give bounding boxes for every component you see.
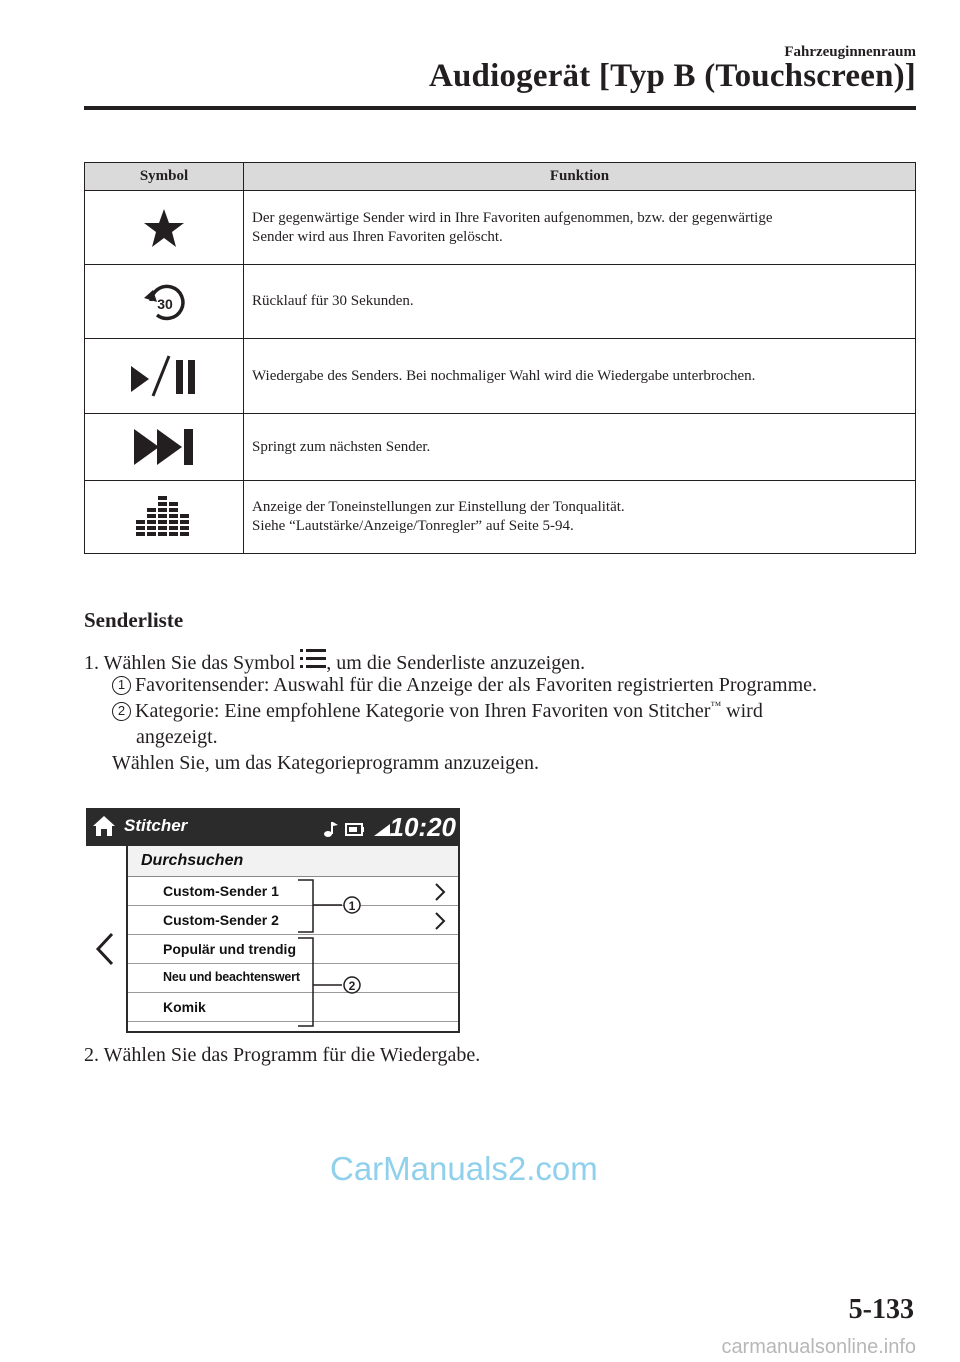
callout-1-number: 1 [348, 899, 356, 913]
symbol-cell [85, 339, 244, 414]
symbol-table [84, 162, 916, 554]
item-1 [112, 674, 817, 697]
section-title: Senderliste [84, 608, 184, 632]
step-1-text-a: 1. Wählen Sie das Symbol [84, 652, 296, 674]
list-item-label: Populär und trendig [163, 941, 296, 957]
header-rule [84, 106, 916, 110]
symbol-cell [85, 191, 244, 265]
list-item-label: Neu und beachtenswert [163, 970, 300, 984]
item-1-text: Favoritensender: Auswahl für die Anzeige der als Favoriten registrierten Programme. [135, 674, 818, 696]
function-cell: Springt zum nächsten Sender. [244, 414, 916, 481]
function-cell: Wiedergabe des Senders. Bei nochmaliger Wahl wird die Wiedergabe unterbrochen. [244, 339, 916, 414]
header-section: Fahrzeuginnenraum [784, 44, 916, 60]
table-row [85, 265, 916, 339]
footer-link[interactable]: carmanualsonline.info [721, 1336, 916, 1358]
star-icon [143, 208, 185, 248]
item-2-text-b: wird [721, 700, 763, 722]
symbol-cell [85, 265, 244, 339]
function-cell: Anzeige der Toneinstellungen zur Einstellung der Tonqualität. Siehe “Lautstärke/Anzeige/Tonregler” auf Seite 5-94. [244, 481, 916, 554]
table-header-row [85, 163, 916, 191]
equalizer-icon [136, 495, 192, 539]
item-2-text-c: angezeigt. [136, 726, 218, 748]
page-number: 5-133 [848, 1294, 914, 1325]
callout-2-number: 2 [348, 979, 356, 993]
callout-overlay [86, 808, 460, 1033]
marker-2-icon: 2 [112, 702, 131, 721]
callout-1-bracket [298, 880, 313, 932]
table-row [85, 414, 916, 481]
list-item-label: Custom-Sender 2 [163, 912, 279, 928]
callout-2-bracket [298, 938, 313, 1026]
step-1-text-b: , um die Senderliste anzuzeigen. [326, 652, 586, 674]
function-cell: Rücklauf für 30 Sekunden. [244, 265, 916, 339]
table-row [85, 481, 916, 554]
col-symbol-header: Symbol [85, 163, 244, 191]
list-header-label: Durchsuchen [141, 852, 244, 869]
step-1 [84, 648, 585, 675]
symbol-cell [85, 414, 244, 481]
trademark-symbol: ™ [710, 700, 722, 712]
footer-bar [0, 1332, 960, 1362]
marker-1-icon: 1 [112, 676, 131, 695]
play-pause-icon [129, 354, 199, 398]
table-row [85, 339, 916, 414]
table-row [85, 191, 916, 265]
list-item-label: Komik [163, 999, 206, 1015]
col-function-header: Funktion [244, 163, 916, 191]
skip-next-icon [133, 427, 195, 467]
screen-app-title: Stitcher [124, 816, 188, 835]
item-2-text-d: Wählen Sie, um das Kategorieprogramm anzuzeigen. [112, 752, 540, 774]
list-icon [300, 648, 326, 670]
item-2 [112, 700, 763, 723]
list-item-label: Custom-Sender 1 [163, 883, 279, 899]
step-2: 2. Wählen Sie das Programm für die Wiedergabe. [84, 1044, 481, 1066]
screen-clock: 10:20 [389, 812, 456, 842]
rewind-30-icon [141, 280, 187, 324]
rewind-30-label: 30 [157, 295, 173, 312]
item-2-text-a: Kategorie: Eine empfohlene Kategorie von Ihren Favoriten von Stitcher [135, 700, 711, 722]
page-title: Audiogerät [Typ B (Touchscreen)] [428, 58, 916, 94]
watermark: CarManuals2.com [330, 1150, 598, 1187]
function-cell: Der gegenwärtige Sender wird in Ihre Favoriten aufgenommen, bzw. der gegenwärtige Sender wird aus Ihren Favoriten gelöscht. [244, 191, 916, 265]
symbol-cell [85, 481, 244, 554]
